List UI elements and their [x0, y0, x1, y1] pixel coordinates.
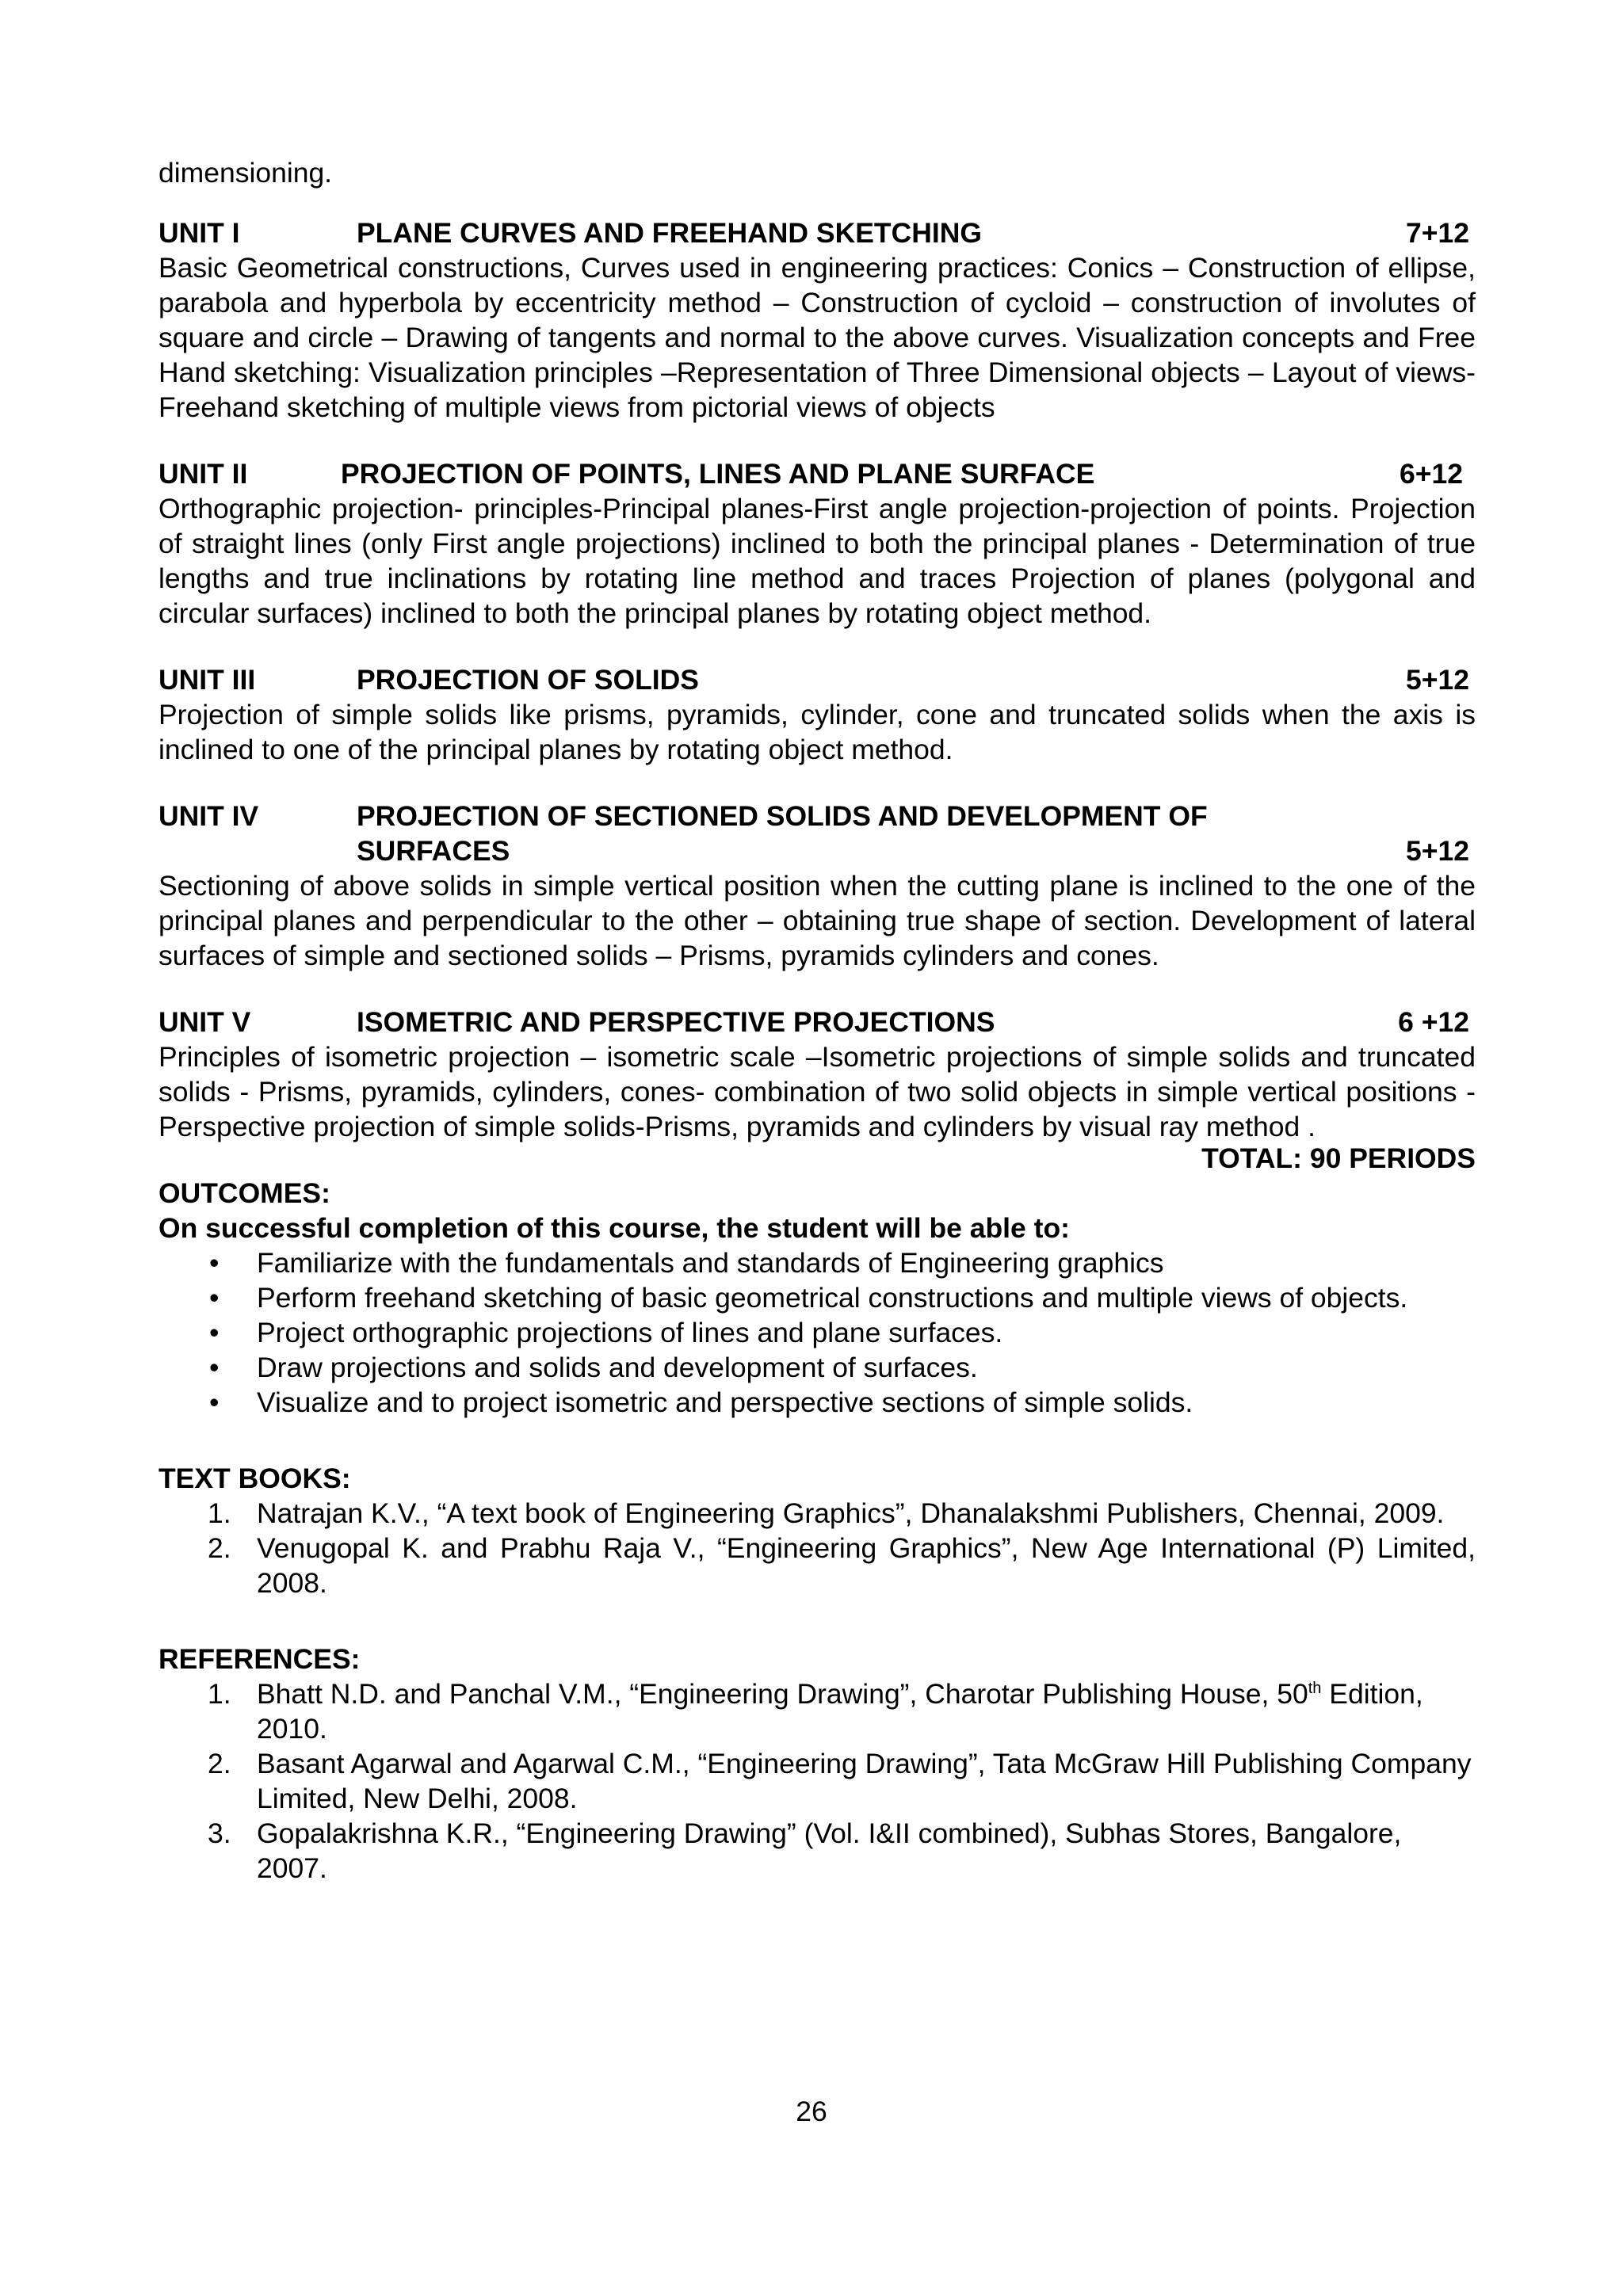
unit-label: UNIT II	[158, 458, 248, 490]
unit-section	[158, 456, 1476, 631]
unit-title	[357, 799, 1374, 868]
unit-hours: 6+12	[1400, 458, 1463, 490]
bullet-icon: •	[209, 1317, 220, 1348]
unit-section	[158, 799, 1476, 973]
list-item-text: Basant Agarwal and Agarwal C.M., “Engineering Drawing”, Tata McGraw Hill Publishing Company Limited, New Delhi, 2008.	[257, 1748, 1472, 1814]
unit-section	[158, 662, 1476, 767]
list-number: 3.	[208, 1817, 231, 1849]
unit-label: UNIT IV	[158, 800, 259, 832]
total-periods: TOTAL: 90 PERIODS	[1201, 1142, 1476, 1174]
unit-body: Projection of simple solids like prisms, pyramids, cylinder, cone and truncated solids when the axis is inclined to one of the principal planes by rotating object method.	[158, 699, 1476, 765]
unit-hours: 5+12	[1406, 835, 1469, 867]
outcomes-list	[158, 1245, 1476, 1420]
references-list	[158, 1676, 1476, 1886]
bullet-icon: •	[209, 1247, 220, 1279]
list-item-text: Draw projections and solids and development of surfaces.	[257, 1352, 978, 1383]
outcomes-title: OUTCOMES:	[158, 1177, 330, 1209]
bullet-icon: •	[209, 1352, 220, 1383]
bullet-icon: •	[209, 1386, 220, 1418]
unit-body: Sectioning of above solids in simple vertical position when the cutting plane is inclined to the one of the principal planes and perpendicular to the other – obtaining true shape of section. Development of lateral surfaces of simple and sectioned solids – Prisms, pyramids cylinders and cones.	[158, 870, 1476, 971]
list-item-text: Visualize and to project isometric and perspective sections of simple solids.	[257, 1386, 1193, 1418]
text-books-title: TEXT BOOKS:	[158, 1463, 351, 1494]
list-number: 2.	[208, 1748, 231, 1779]
list-item	[158, 1245, 1476, 1280]
unit-section	[158, 1005, 1476, 1144]
list-item-text: Familiarize with the fundamentals and standards of Engineering graphics	[257, 1247, 1164, 1279]
list-number: 2.	[208, 1532, 231, 1564]
unit-title-line: PROJECTION OF SECTIONED SOLIDS AND DEVELOPMENT OF	[357, 800, 1208, 832]
list-item	[158, 1280, 1476, 1315]
unit-label: UNIT V	[158, 1006, 251, 1038]
list-item	[158, 1350, 1476, 1385]
list-item-text: Bhatt N.D. and Panchal V.M., “Engineering Drawing”, Charotar Publishing House, 50	[257, 1678, 1308, 1710]
list-item	[158, 1816, 1476, 1886]
unit-hours: 7+12	[1406, 217, 1469, 249]
list-item	[158, 1746, 1476, 1816]
list-item	[158, 1315, 1476, 1350]
list-item-text: Edition, 2010.	[257, 1678, 1423, 1745]
list-item-text: Venugopal K. and Prabhu Raja V., “Engineering Graphics”, New Age International (P) Limited, 2008.	[257, 1532, 1476, 1599]
unit-title-line: SURFACES	[357, 835, 510, 867]
unit-body: Basic Geometrical constructions, Curves used in engineering practices: Conics – Construction of ellipse, parabola and hyperbola by eccentricity method – Construction of cycloid – construction of involutes of square and circle – Drawing of tangents and normal to the above curves. Visualization concepts and Free Hand sketching: Visualization principles –Representation of Three Dimensional objects – Layout of views- Freehand sketching of multiple views from pictorial views of objects	[158, 252, 1476, 423]
page-number: 26	[796, 2096, 827, 2127]
unit-section	[158, 215, 1476, 425]
list-item-text: Gopalakrishna K.R., “Engineering Drawing” (Vol. I&II combined), Subhas Stores, Bangalore, 2007.	[257, 1817, 1402, 1884]
list-number: 1.	[208, 1678, 231, 1710]
outcomes-intro: On successful completion of this course, the student will be able to:	[158, 1212, 1070, 1244]
references-title: REFERENCES:	[158, 1643, 361, 1675]
unit-title: PROJECTION OF POINTS, LINES AND PLANE SURFACE	[341, 458, 1095, 490]
text-books-list	[158, 1496, 1476, 1600]
unit-hours: 5+12	[1406, 664, 1469, 696]
superscript: th	[1308, 1680, 1322, 1698]
list-item-text: Perform freehand sketching of basic geometrical constructions and multiple views of objects.	[257, 1282, 1408, 1314]
list-item	[158, 1496, 1476, 1531]
unit-heading	[158, 799, 1476, 868]
unit-body: Principles of isometric projection – isometric scale –Isometric projections of simple solids and truncated solids - Prisms, pyramids, cylinders, cones- combination of two solid objects in simple vertical positions - Perspective projection of simple solids-Prisms, pyramids and cylinders by visual ray method .	[158, 1041, 1476, 1142]
unit-body: Orthographic projection- principles-Principal planes-First angle projection-projection of points. Projection of straight lines (only First angle projections) inclined to both the principal planes - Determination of true lengths and true inclinations by rotating line method and traces Projection of planes (polygonal and circular surfaces) inclined to both the principal planes by rotating object method.	[158, 493, 1476, 629]
list-item	[158, 1676, 1476, 1746]
list-item-text: Natrajan K.V., “A text book of Engineering Graphics”, Dhanalakshmi Publishers, Chennai, 2009.	[257, 1497, 1445, 1529]
unit-hours: 6 +12	[1398, 1006, 1469, 1038]
unit-title: ISOMETRIC AND PERSPECTIVE PROJECTIONS	[357, 1006, 995, 1038]
unit-heading	[158, 456, 1476, 491]
unit-heading	[158, 1005, 1476, 1039]
unit-label: UNIT I	[158, 217, 240, 249]
list-item	[158, 1385, 1476, 1420]
syllabus-page	[158, 155, 1476, 1886]
unit-label: UNIT III	[158, 664, 256, 696]
bullet-icon: •	[209, 1282, 220, 1314]
list-number: 1.	[208, 1497, 231, 1529]
unit-title: PLANE CURVES AND FREEHAND SKETCHING	[357, 217, 982, 249]
unit-title: PROJECTION OF SOLIDS	[357, 664, 699, 696]
unit-heading	[158, 662, 1476, 697]
list-item-text: Project orthographic projections of lines and plane surfaces.	[257, 1317, 1003, 1348]
unit-heading	[158, 215, 1476, 250]
intro-text: dimensioning.	[158, 157, 333, 189]
list-item	[158, 1531, 1476, 1600]
